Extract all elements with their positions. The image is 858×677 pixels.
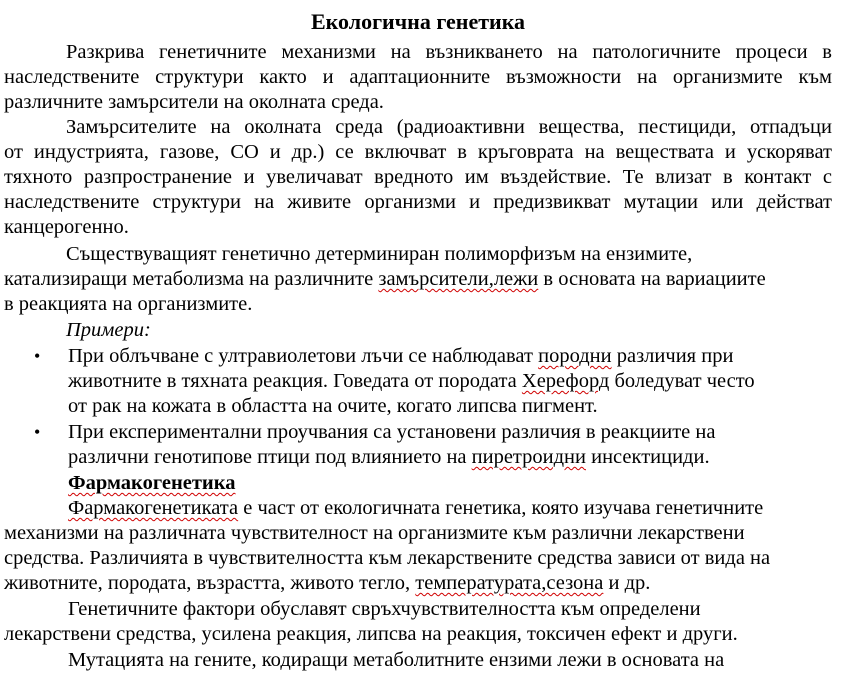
spellcheck-flagged-word[interactable]: Херефорд [521,370,610,392]
spellcheck-flagged-word[interactable]: пиретроидни [471,446,586,468]
paragraph-2-line-5: канцерогенно. [4,216,129,238]
bullet-2-line-1: При експериментални проучвания са установени различия в реакциите на [68,421,716,443]
bullet-text: боледуват често [609,370,755,392]
paragraph-5-line-1: Генетичните фактори обуславят свръхчувствителността към определени [68,598,701,620]
paragraph-4-line-1 [68,496,763,521]
paragraph-4-line-2: механизми на различната чувствителност на организмите към различни лекарствени [4,522,745,544]
paragraph-5-line-2: лекарствени средства, усилена реакция, липсва на реакция, токсичен ефект и други. [4,623,738,645]
bullet-text: различни генотипове птици под влиянието на [68,446,472,468]
paragraph-2-line-4: наследствените структури на живите организми и предизвикват мутации или действат [4,191,832,213]
paragraph-2-line-2: от индустрията, газове, СО и др.) се включват в кръговрата на веществата и ускоряват [4,141,832,163]
paragraph-1-line-1: Разкрива генетичните механизми на възникването на патологичните процеси в [66,41,832,63]
bullet-1-line-1 [68,344,733,369]
paragraph-3-text: в основата на вариациите [538,268,766,290]
paragraph-4-text: е част от екологичната генетика, която изучава генетичните [238,497,764,519]
paragraph-6-line-1: Мутацията на гените, кодиращи метаболитните ензими лежи в основата на [68,649,725,671]
paragraph-3-line-1: Съществуващият генетично детерминиран полиморфизъм на ензимите, [66,243,693,265]
bullet-icon: • [34,346,41,366]
bullet-text: При облъчване с ултравиолетови лъчи се наблюдават [68,345,539,367]
spellcheck-flagged-word[interactable]: Фармакогенетиката [68,497,239,519]
examples-label: Примери: [66,319,151,341]
paragraph-3-line-2 [4,267,766,292]
bullet-1-line-3: от рак на кожата в областта на очите, когато липсва пигмент. [68,395,598,417]
paragraph-4-text: животните, породата, възрастта, живото тегло, [4,572,416,594]
spellcheck-flagged-word[interactable]: породни [538,345,612,367]
bullet-text: животните в тяхната реакция. Говедата от породата [68,370,522,392]
paragraph-2-line-1: Замърсителите на околната среда (радиоактивни вещества, пестициди, отпадъци [66,116,832,138]
paragraph-1-line-2: наследствените структури както и адаптационните възможности на организмите към [4,66,832,88]
paragraph-3-line-3: в реакцията на организмите. [4,293,253,315]
paragraph-4-text: и др. [603,572,651,594]
bullet-text: различия при [611,345,734,367]
bullet-text: инсектициди. [585,446,710,468]
paragraph-2-line-3: тяхното разпространение и увеличават вредното им въздействие. Те влизат в контакт с [4,166,832,188]
paragraph-1-line-3: различните замърсители на околната среда. [4,91,384,113]
paragraph-4-line-3: средства. Различията в чувствителността към лекарствените средства зависи от вида на [4,547,771,569]
document-title: Екологична генетика [310,9,526,34]
paragraph-4-line-4 [4,571,650,596]
bullet-2-line-2 [68,445,710,470]
paragraph-3-text: катализиращи метаболизма на различните [4,268,379,290]
bullet-icon: • [34,422,41,442]
section-subheading: Фармакогенетика [68,472,236,494]
spellcheck-flagged-word[interactable]: замърсители,лежи [378,268,539,290]
bullet-1-line-2 [68,369,755,394]
spellcheck-flagged-word[interactable]: температурата,сезона [415,572,604,594]
